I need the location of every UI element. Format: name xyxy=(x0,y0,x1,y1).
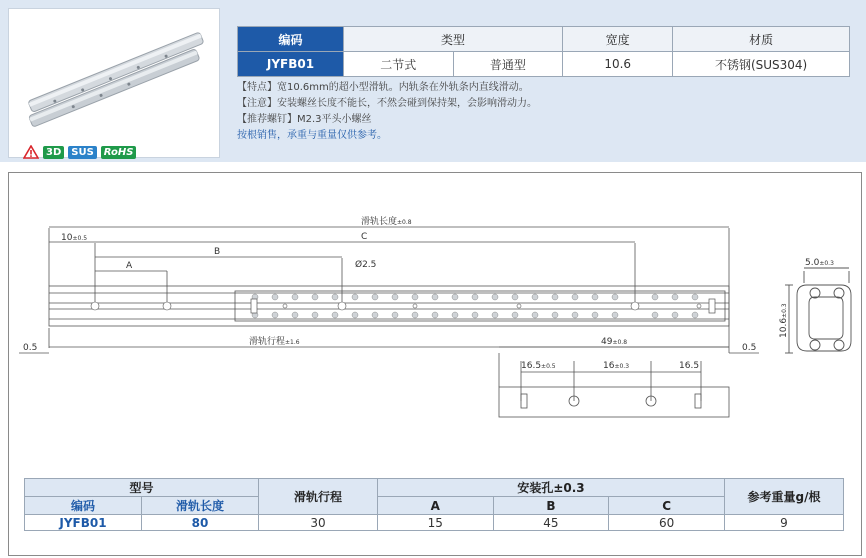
rail-length-label: 滑轨长度±0.8 xyxy=(361,217,412,227)
warning-icon xyxy=(23,145,39,159)
forty9-label: 49±0.8 xyxy=(601,337,628,347)
row-rail-length: 80 xyxy=(142,515,259,531)
stroke-header: 滑轨行程 xyxy=(259,479,378,515)
row-b: 45 xyxy=(493,515,609,531)
note-caution: 【注意】安装螺丝长度不能长，不然会碰到保持架，会影响滑动力。 xyxy=(237,98,537,109)
d16-label: 16±0.3 xyxy=(603,361,630,371)
spec-width: 10.6 xyxy=(563,52,673,77)
spec-header-width: 宽度 xyxy=(563,27,673,52)
spec-header-material: 材质 xyxy=(673,27,850,52)
product-photo xyxy=(8,8,220,158)
spec-header-type: 类型 xyxy=(343,27,562,52)
stroke-label: 滑轨行程±1.6 xyxy=(249,337,300,347)
spec-material: 不锈钢(SUS304) xyxy=(673,52,850,77)
note-feature: 【特点】宽10.6mm的超小型滑轨。内轨条在外轨条内直线滑动。 xyxy=(237,82,529,93)
row-c: 60 xyxy=(609,515,725,531)
d165a-label: 16.5±0.5 xyxy=(521,361,556,371)
cross-section xyxy=(785,268,851,353)
ten-label: 10±0.5 xyxy=(61,233,88,243)
model-header: 型号 xyxy=(25,479,259,497)
holes-header: 安装孔±0.3 xyxy=(378,479,725,497)
rohs-badge: RoHS xyxy=(101,146,137,159)
rail-length-header: 滑轨长度 xyxy=(142,497,259,515)
hole-label: Ø2.5 xyxy=(355,260,377,270)
row-a: 15 xyxy=(378,515,494,531)
half-left-label: 0.5 xyxy=(23,343,38,353)
spec-header-code: 编码 xyxy=(238,27,344,52)
spec-type-a: 二节式 xyxy=(343,52,453,77)
product-image xyxy=(9,9,219,139)
code-header: 编码 xyxy=(25,497,142,515)
c-label: C xyxy=(361,232,368,242)
c-header: C xyxy=(609,497,725,515)
b-header: B xyxy=(493,497,609,515)
3d-badge: 3D xyxy=(43,146,64,159)
row-weight: 9 xyxy=(725,515,844,531)
d165b-label: 16.5 xyxy=(679,361,700,371)
w5-label: 5.0±0.3 xyxy=(805,258,834,268)
dimension-table xyxy=(24,478,844,531)
sus-badge: SUS xyxy=(68,146,97,159)
spec-table xyxy=(237,26,850,77)
half-right-label: 0.5 xyxy=(742,343,757,353)
a-header: A xyxy=(378,497,494,515)
row-stroke: 30 xyxy=(259,515,378,531)
row-code: JYFB01 xyxy=(25,515,142,531)
spec-code: JYFB01 xyxy=(238,52,344,77)
note-sale: 按根销售，承重与重量仅供参考。 xyxy=(237,130,387,141)
b-label: B xyxy=(214,247,221,257)
weight-header: 参考重量g/根 xyxy=(725,479,844,515)
spec-type-b: 普通型 xyxy=(453,52,563,77)
notes-block xyxy=(237,80,537,144)
note-screw: 【推荐螺钉】M2.3平头小螺丝 xyxy=(237,114,372,125)
a-label: A xyxy=(126,261,133,271)
h106-label: 10.6±0.3 xyxy=(779,303,789,338)
